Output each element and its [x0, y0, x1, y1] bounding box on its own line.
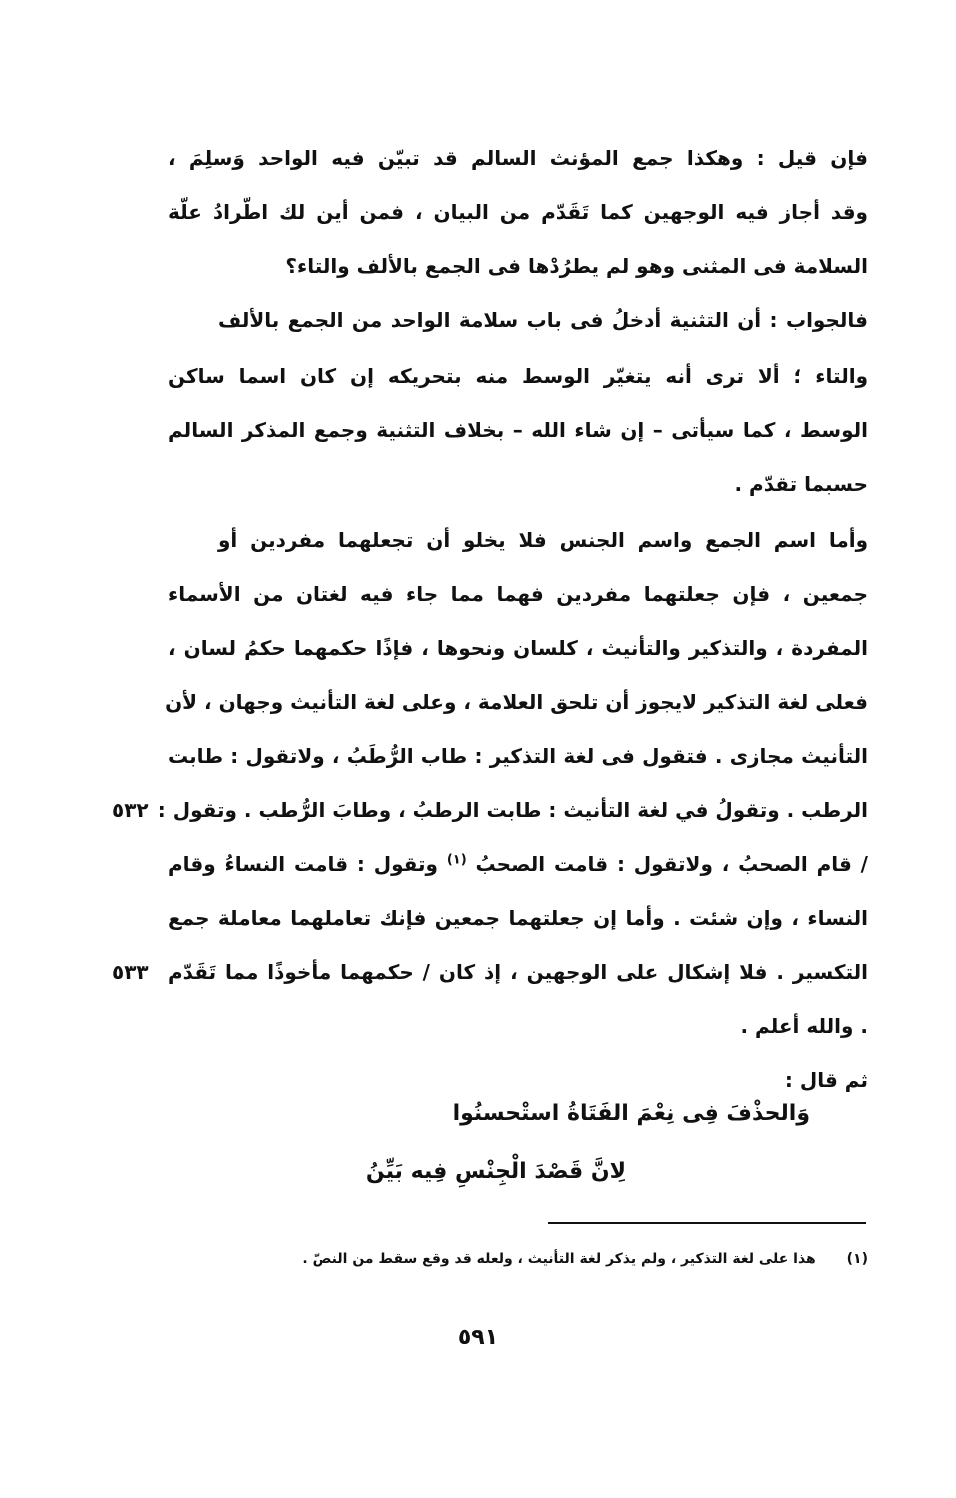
body-line-10: المفردة ، والتذكير والتأنيث ، كلسان ونحوها ، فإذًا حكمهما حكمُ لسان ،	[168, 636, 868, 660]
margin-number-532: ٥٣٢	[112, 798, 149, 822]
body-line-2: وقد أجاز فيه الوجهين كما تَقَدّم من البيان ، فمن أين لك اطّرادُ علّة	[168, 200, 868, 224]
footnote	[168, 1244, 868, 1274]
footnote-separator	[548, 1222, 866, 1224]
margin-number-533: ٥٣٣	[112, 960, 149, 984]
verse-line-1: وَالحذْفَ فِى نِعْمَ الفَتَاةُ استْحسنُوا	[452, 1101, 810, 1126]
body-line-8: وأما اسم الجمع واسم الجنس فلا يخلو أن تجعلهما مفردين أو	[218, 528, 868, 552]
body-line-3: السلامة فى المثنى وهو لم يطرُدْها فى الجمع بالألف والتاء؟	[285, 254, 868, 278]
body-line-17: . والله أعلم .	[740, 1014, 868, 1038]
body-line-4: فالجواب : أن التثنية أدخلُ فى باب سلامة الواحد من الجمع بالألف	[218, 308, 868, 332]
verse-line-2: لِانَّ قَصْدَ الْجِنْسِ فِيه بَيِّنُ	[365, 1159, 626, 1184]
body-line-1: فإن قيل : وهكذا جمع المؤنث السالم قد تبيّن فيه الواحد وَسلِمَ ،	[168, 146, 868, 170]
body-line-18: ثم قال :	[784, 1068, 868, 1092]
body-line-11: فعلى لغة التذكير لايجوز أن تلحق العلامة ، وعلى لغة التأنيث وجهان ، لأن	[165, 690, 868, 714]
body-line-7: حسبما تقدّم .	[734, 472, 868, 496]
body-line-14-part-b: وتقول : قامت النساءُ وقام	[168, 852, 438, 876]
page-number: ٥٩١	[457, 1325, 499, 1350]
footnote-mark: (١)	[846, 1251, 868, 1267]
body-line-15: النساء ، وإن شئت . وأما إن جعلتهما جمعين فإنك تعاملهما معاملة جمع	[168, 906, 868, 930]
body-line-14-part-a: / قام الصحبُ ، ولاتقول : قامت الصحبُ	[475, 852, 868, 876]
body-line-12: التأنيث مجازى . فتقول فى لغة التذكير : طاب الرُّطَبُ ، ولاتقول : طابت	[168, 744, 868, 768]
body-line-5: والتاء ؛ ألا ترى أنه يتغيّر الوسط منه بتحريكه إن كان اسما ساكن	[168, 364, 868, 388]
body-line-6: الوسط ، كما سيأتى – إن شاء الله – بخلاف التثنية وجمع المذكر السالم	[168, 418, 868, 442]
footnote-reference: (١)	[446, 852, 467, 868]
body-line-13: الرطب . وتقولُ في لغة التأنيث : طابت الرطبُ ، وطابَ الرُّطب . وتقول :	[157, 798, 868, 822]
body-line-9: جمعين ، فإن جعلتهما مفردين فهما مما جاء فيه لغتان من الأسماء	[168, 582, 868, 606]
body-line-16: التكسير . فلا إشكال على الوجهين ، إذ كان / حكمهما مأخوذًا مما تَقَدّم	[168, 960, 868, 984]
body-line-14	[168, 844, 868, 884]
footnote-text: هذا على لغة التذكير ، ولم يذكر لغة التأنيث ، ولعله قد وقع سقط من النصّ .	[302, 1251, 816, 1267]
